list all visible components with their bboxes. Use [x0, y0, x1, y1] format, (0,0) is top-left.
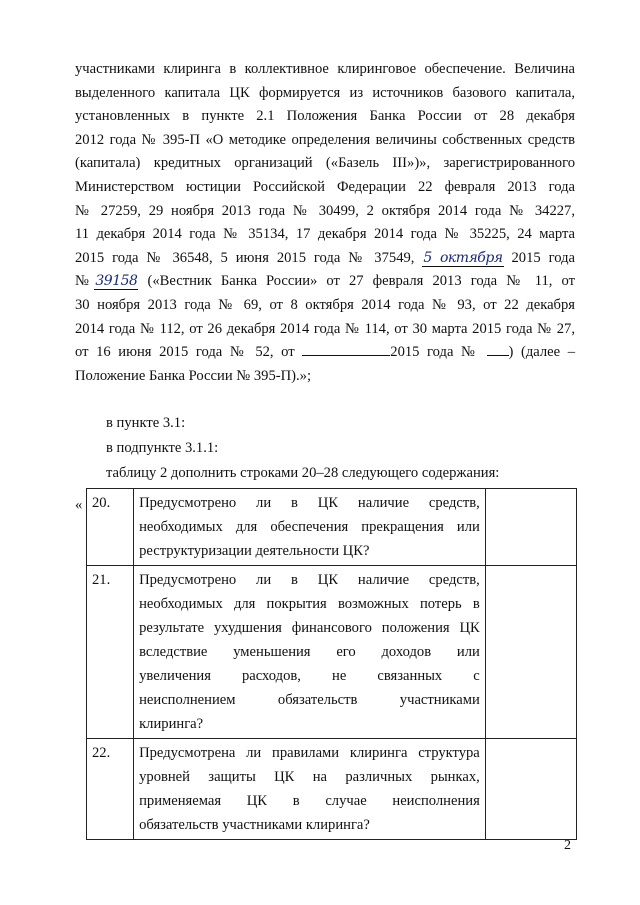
- row-number: 21.: [87, 566, 134, 739]
- paragraph-line: выделенного капитала ЦК формируется из источников базового капитала,: [75, 84, 575, 101]
- paragraph-line-handwritten-number: №39158 («Вестник Банка России» от 27 февраля 2013 года № 11, от: [75, 273, 575, 290]
- blank-number-field: [487, 343, 509, 356]
- question-line: реструктуризации деятельности ЦК?: [139, 543, 370, 559]
- table-row: [87, 739, 577, 840]
- paragraph-line-handwritten-date: 2015 года № 36548, 5 июня 2015 года № 37549, 5 октября 2015 года: [75, 249, 575, 266]
- paragraph-line: 2012 года № 395-П «О методике определения величины собственных средств: [75, 131, 575, 148]
- paragraph-line: (капитала) кредитных организаций («Базель III»)», зарегистрированного: [75, 155, 575, 172]
- paragraph-line: установленных в пункте 2.1 Положения Банка России от 28 декабря: [75, 108, 575, 125]
- row-number: 20.: [87, 489, 134, 566]
- question-line: вследствие уменьшения его доходов или: [139, 644, 480, 660]
- question-line: необходимых для обеспечения прекращения или: [139, 519, 480, 535]
- paragraph-line: Положение Банка России № 395-П).»;: [75, 367, 311, 384]
- paragraph-line: Министерством юстиции Российской Федерации 22 февраля 2013 года: [75, 178, 575, 195]
- instruction-line: в пункте 3.1:: [106, 415, 186, 431]
- question-line: Предусмотрено ли в ЦК наличие средств,: [139, 572, 480, 588]
- question-line: клиринга?: [139, 716, 204, 732]
- question-line: Предусмотрено ли в ЦК наличие средств,: [139, 495, 480, 511]
- paragraph-line-blanks: от 16 июня 2015 года № 52, от 2015 года № ) (далее –: [75, 344, 576, 361]
- question-cell: [134, 489, 486, 566]
- answer-cell: [485, 739, 576, 840]
- instruction-line: в подпункте 3.1.1:: [106, 440, 219, 456]
- instruction-line: таблицу 2 дополнить строками 20–28 следующего содержания:: [106, 465, 500, 481]
- question-line: применяемая ЦК в случае неисполнения: [139, 793, 480, 809]
- questions-table: [86, 488, 577, 840]
- question-line: неисполнением обязательств участниками: [139, 692, 480, 708]
- question-cell: [134, 739, 486, 840]
- answer-cell: [485, 489, 576, 566]
- handwritten-number: 39158: [95, 273, 138, 290]
- paragraph-line: 2014 года № 112, от 26 декабря 2014 года № 114, от 30 марта 2015 года № 27,: [75, 320, 575, 337]
- main-paragraph: [75, 58, 575, 388]
- table-row: [87, 489, 577, 566]
- question-line: увеличения расходов, не связанных с: [139, 668, 480, 684]
- table-row: [87, 566, 577, 739]
- opening-quote: «: [75, 497, 83, 513]
- row-number: 22.: [87, 739, 134, 840]
- handwritten-date: 5 октября: [423, 249, 503, 266]
- paragraph-line: № 27259, 29 ноября 2013 года № 30499, 2 октября 2014 года № 34227,: [75, 202, 575, 219]
- paragraph-line: участниками клиринга в коллективное клиринговое обеспечение. Величина: [75, 61, 575, 77]
- paragraph-line: 11 декабря 2014 года № 35134, 17 декабря 2014 года № 35225, 24 марта: [75, 226, 575, 243]
- question-line: уровней защиты ЦК на различных рынках,: [139, 769, 480, 785]
- question-line: необходимых для покрытия возможных потерь в: [139, 596, 480, 612]
- blank-date-field: [302, 343, 390, 356]
- page-number: 2: [564, 838, 571, 853]
- question-cell: [134, 566, 486, 739]
- question-line: обязательств участниками клиринга?: [139, 817, 370, 833]
- answer-cell: [485, 566, 576, 739]
- question-line: Предусмотрена ли правилами клиринга структура: [139, 745, 480, 761]
- paragraph-line: 30 ноября 2013 года № 69, от 8 октября 2014 года № 93, от 22 декабря: [75, 296, 575, 313]
- question-line: результате ухудшения финансового положения ЦК: [139, 620, 480, 636]
